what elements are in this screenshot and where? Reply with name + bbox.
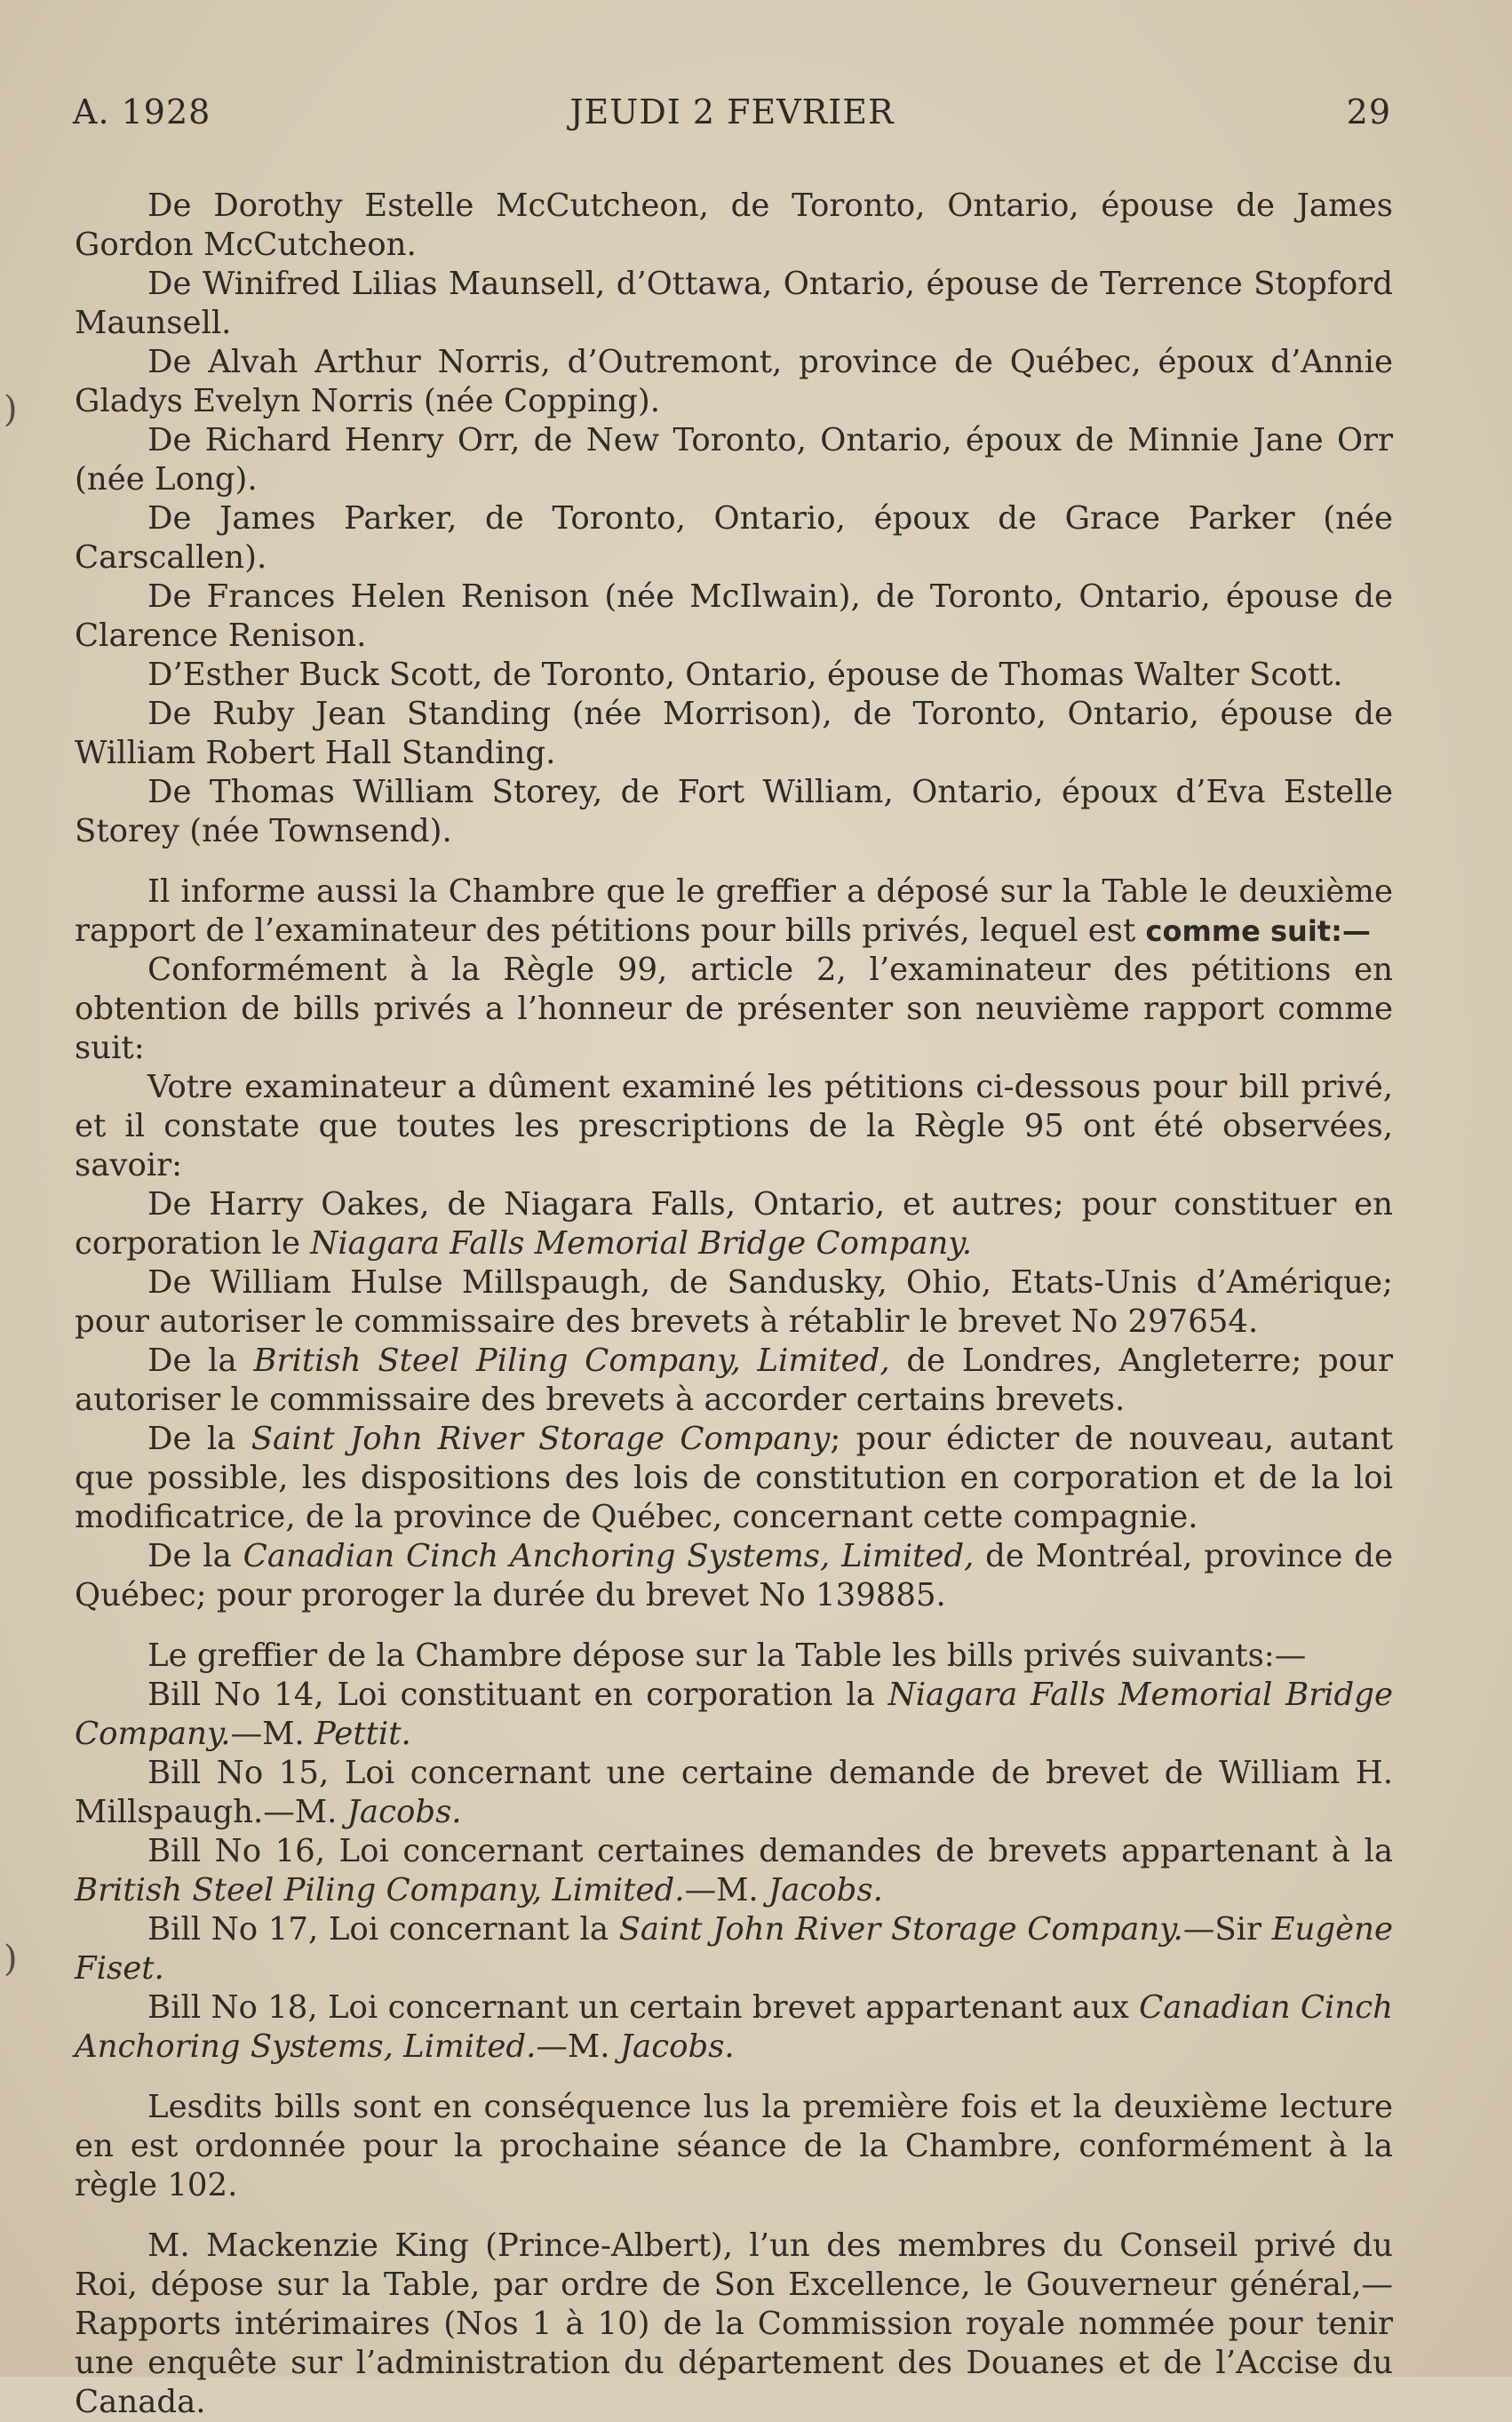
- petition-entry: De Richard Henry Orr, de New Toronto, Ontario, époux de Minnie Jane Orr (née Long).: [75, 422, 1393, 498]
- petition-entry: De Winifred Lilias Maunsell, d’Ottawa, Ontario, épouse de Terrence Stopford Maunsell.: [75, 266, 1393, 341]
- page-header: [73, 92, 1391, 139]
- petition-entry: De Alvah Arthur Norris, d’Outremont, province de Québec, époux d’Annie Gladys Evelyn Norris (née Copping).: [75, 344, 1393, 419]
- petition-entry: De Thomas William Storey, de Fort William, Ontario, époux d’Eva Estelle Storey (née Townsend).: [75, 774, 1393, 849]
- bill-entry: Bill No 15, Loi concernant une certaine demande de brevet de William H. Millspaugh.—M. Jacobs.: [75, 1755, 1393, 1830]
- petition-entry: De Ruby Jean Standing (née Morrison), de Toronto, Ontario, épouse de William Robert Hall Standing.: [75, 696, 1393, 771]
- report-item: De la British Steel Piling Company, Limited, de Londres, Angleterre; pour autoriser le commissaire des brevets à accorder certains brevets.: [75, 1342, 1393, 1418]
- company-name: Saint John River Storage Company: [251, 1421, 831, 1457]
- bill-entry: Bill No 16, Loi concernant certaines demandes de brevets appartenant à la British Steel Piling Company, Limited.—M. Jacobs.: [75, 1833, 1393, 1908]
- margin-mark: ): [4, 389, 18, 430]
- company-name: British Steel Piling Company, Limited,: [253, 1342, 890, 1379]
- report-item: De Harry Oakes, de Niagara Falls, Ontario, et autres; pour constituer en corporation le Niagara Falls Memorial Bridge Company.: [75, 1186, 1393, 1262]
- report-item: De la Canadian Cinch Anchoring Systems, Limited, de Montréal, province de Québec; pour proroger la durée du brevet No 139885.: [75, 1538, 1393, 1613]
- comme-suit-label: comme suit:—: [1145, 914, 1371, 948]
- company-name: Canadian Cinch Anchoring Systems, Limited,: [243, 1538, 975, 1574]
- report-paragraph: Conformément à la Règle 99, article 2, l’examinateur des pétitions en obtention de bills privés a l’honneur de présenter son neuvième rapport comme suit:: [75, 952, 1393, 1066]
- bill-entry: Bill No 14, Loi constituant en corporation la Niagara Falls Memorial Bridge Company.—M. Pettit.: [75, 1677, 1393, 1752]
- document-body: [75, 187, 1393, 2422]
- report-intro: Il informe aussi la Chambre que le greffier a déposé sur la Table le deuxième rapport de l’examinateur des pétitions pour bills privés, lequel est comme suit:—: [75, 873, 1393, 949]
- margin-mark: ): [4, 1939, 18, 1980]
- petition-entry: De James Parker, de Toronto, Ontario, époux de Grace Parker (née Carscallen).: [75, 500, 1393, 576]
- session-year: A. 1928: [73, 92, 211, 131]
- petition-entry: De Frances Helen Renison (née McIlwain), de Toronto, Ontario, épouse de Clarence Renison.: [75, 578, 1393, 654]
- page-date-title: JEUDI 2 FEVRIER: [569, 92, 895, 131]
- bill-entry: Bill No 17, Loi concernant la Saint John River Storage Company.—Sir Eugène Fiset.: [75, 1911, 1393, 1987]
- report-paragraph: Votre examinateur a dûment examiné les pétitions ci-dessous pour bill privé, et il constate que toutes les prescriptions de la Règle 95 ont été observées, savoir:: [75, 1069, 1393, 1183]
- report-item: De William Hulse Millspaugh, de Sandusky, Ohio, Etats-Unis d’Amérique; pour autoriser le commissaire des brevets à rétablir le brevet No 297654.: [75, 1264, 1393, 1340]
- petition-entry: De Dorothy Estelle McCutcheon, de Toronto, Ontario, épouse de James Gordon McCutcheon.: [75, 187, 1393, 263]
- petition-entry: D’Esther Buck Scott, de Toronto, Ontario, épouse de Thomas Walter Scott.: [147, 657, 1343, 693]
- report-item: De la Saint John River Storage Company; pour édicter de nouveau, autant que possible, les dispositions des lois de constitution en corporation et de la loi modificatrice, de la province de Québec, concernant cette compagnie.: [75, 1421, 1394, 1535]
- first-reading-paragraph: Lesdits bills sont en conséquence lus la première fois et la deuxième lecture en est ordonnée pour la prochaine séance de la Chambre, conformément à la règle 102.: [75, 2089, 1393, 2203]
- tabled-reports-paragraph: M. Mackenzie King (Prince-Albert), l’un des membres du Conseil privé du Roi, dépose sur la Table, par ordre de Son Excellence, le Gouverneur général,—Rapports intérimaires (Nos 1 à 10) de la Commission royale nommée pour tenir une enquête sur l’administration du département des Douanes et de l’Accise du Canada.: [75, 2227, 1393, 2420]
- bills-intro: Le greffier de la Chambre dépose sur la Table les bills privés suivants:—: [147, 1637, 1307, 1674]
- page-number: 29: [1346, 92, 1391, 131]
- bill-entry: Bill No 18, Loi concernant un certain brevet appartenant aux Canadian Cinch Anchoring Systems, Limited.—M. Jacobs.: [75, 1989, 1393, 2065]
- company-name: Niagara Falls Memorial Bridge Company.: [310, 1225, 973, 1262]
